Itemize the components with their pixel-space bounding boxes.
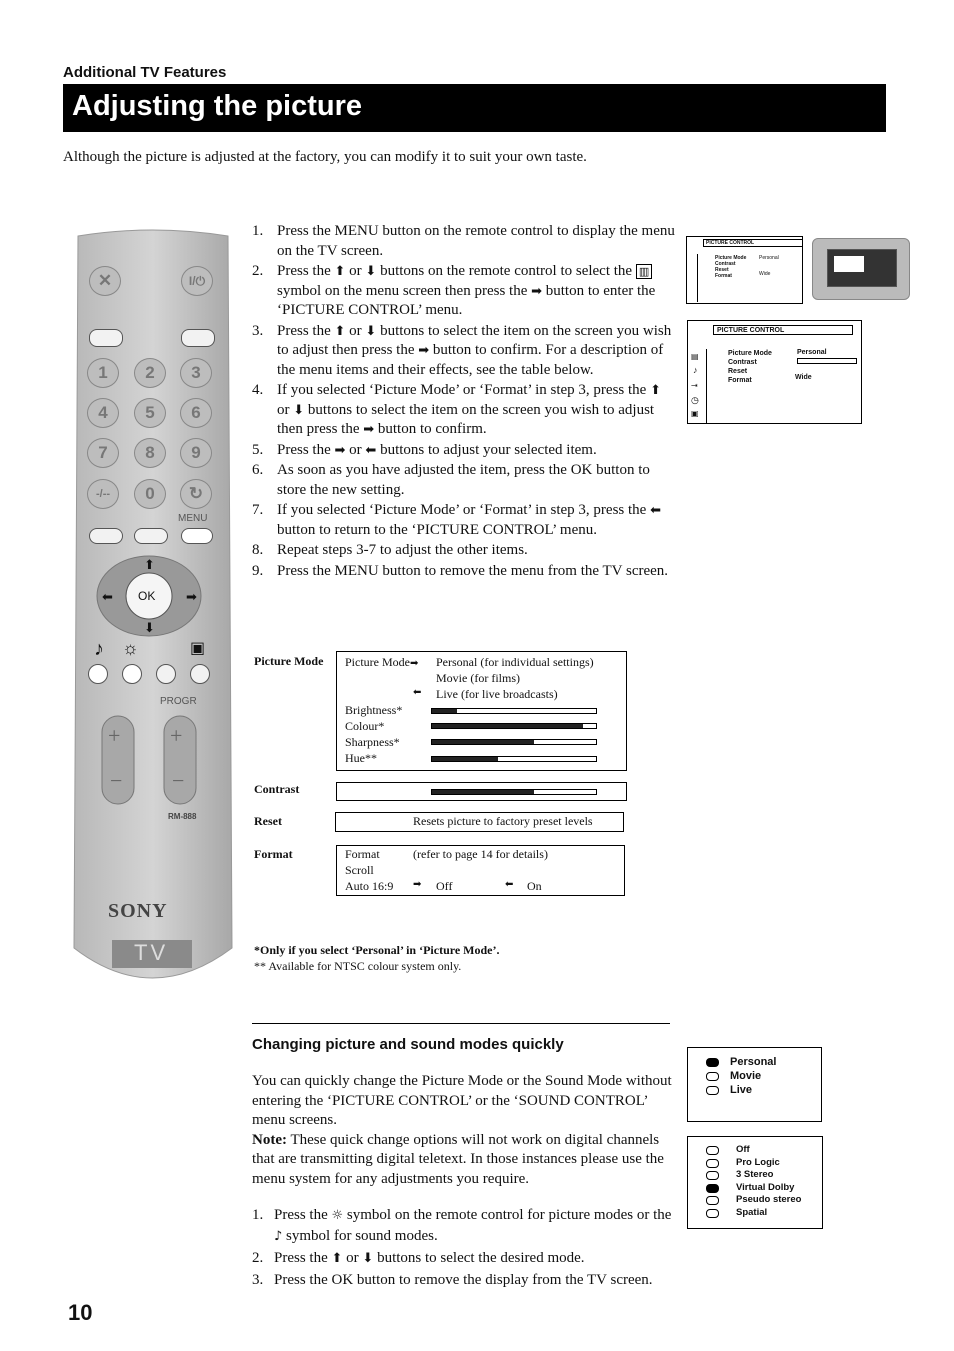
note-label: Note:: [252, 1131, 287, 1148]
step-item: [252, 441, 677, 461]
menu-item: Reset: [728, 368, 748, 375]
instruction-steps: [252, 222, 677, 582]
slider-label: Hue**: [345, 751, 377, 765]
left-arrow-icon: ⬅: [650, 503, 661, 518]
step-text: Press the: [274, 1207, 332, 1223]
menu-format-value-small: Wide: [759, 271, 771, 277]
menu-format-value-large: Wide: [795, 374, 812, 381]
step-text: Press the MENU button on the remote control to display the menu on the TV screen.: [277, 223, 675, 259]
left-arrow-icon: ⬅: [365, 442, 377, 458]
menu-mode-bar: [797, 358, 857, 364]
quick-change-steps: [252, 1205, 672, 1291]
mode-indicator: [706, 1086, 719, 1095]
sony-logo: SONY: [108, 900, 168, 922]
step-number: 8.: [252, 542, 264, 558]
step-item: [252, 222, 677, 261]
note-text: These quick change options will not work on digital channels that are transmitting digital teletext. In those instances please use the menu system for any adjustments you require.: [252, 1131, 664, 1187]
on-value: On: [527, 879, 542, 893]
key-dash[interactable]: -/--: [87, 479, 119, 509]
menu-items-large: [728, 349, 772, 385]
mode-label: Movie: [730, 1070, 762, 1082]
step-item: [252, 461, 677, 500]
step-item: [252, 1270, 672, 1290]
step-text: Press the MENU button to remove the menu from the TV screen.: [277, 562, 669, 579]
channel-up-icon[interactable]: +: [170, 723, 183, 748]
step-text: buttons to adjust your selected item.: [376, 441, 597, 458]
step-text: buttons to select the item on the screen you wish to adjust then press the: [277, 322, 672, 358]
step-number: 3.: [252, 1272, 264, 1288]
key-0[interactable]: 0: [134, 479, 166, 509]
mode-label: Live: [730, 1084, 753, 1096]
option-movie: Movie (for films): [436, 671, 520, 685]
down-arrow-icon: ⬇: [293, 402, 305, 418]
step-text: or: [345, 441, 366, 458]
volume-up-icon[interactable]: +: [108, 723, 121, 748]
menu-item: Contrast: [715, 261, 736, 267]
right-arrow-icon: ➡: [410, 658, 419, 669]
step-text: symbol for sound modes.: [282, 1228, 438, 1244]
step-item: [252, 381, 677, 440]
scroll-item: Scroll: [345, 863, 374, 877]
brightness-bar: [431, 708, 597, 714]
menu-item: Format: [715, 273, 732, 279]
step-number: 2.: [252, 1250, 264, 1266]
page-title-bar: [63, 84, 886, 132]
picture-mode-osd: [687, 1047, 822, 1122]
mode-label: Personal: [730, 1056, 777, 1068]
option-personal: Personal (for individual settings): [436, 655, 594, 669]
auto-169-item: Auto 16:9: [345, 879, 394, 893]
step-text: buttons on the remote control to select the: [376, 263, 636, 279]
off-value: Off: [436, 879, 453, 893]
picture-mode-item: Picture Mode➡: [345, 655, 419, 669]
step-text: buttons to select the item on the screen you wish to adjust then press the: [277, 401, 655, 437]
step-text: If you selected ‘Picture Mode’ or ‘Format’ in step 3, press the: [277, 382, 651, 398]
step-text: button to confirm. For a description of the menu items and their effects, see the table below.: [277, 342, 664, 378]
up-arrow-icon[interactable]: ⬆: [144, 558, 155, 573]
menu-label: MENU: [178, 513, 208, 524]
step-number: 2.: [252, 263, 264, 279]
key-7[interactable]: 7: [87, 438, 119, 468]
down-arrow-icon[interactable]: ⬇: [144, 621, 155, 636]
step-text: As soon as you have adjusted the item, press the OK button to store the new setting.: [277, 462, 650, 498]
quick-change-paragraph: [252, 1072, 672, 1189]
row-label-reset: Reset: [254, 814, 282, 828]
quick-change-heading: Changing picture and sound modes quickly: [252, 1036, 564, 1053]
right-arrow-icon: ➡: [363, 422, 375, 437]
key-jump[interactable]: ↻: [180, 479, 212, 509]
menu-title-large: PICTURE CONTROL: [713, 325, 853, 335]
format-box: [336, 845, 625, 896]
key-3[interactable]: 3: [180, 358, 212, 388]
screen-mode-button[interactable]: [190, 664, 210, 684]
footnote-ntsc: ** Available for NTSC colour system only.: [254, 959, 462, 973]
mode-label: Pseudo stereo: [736, 1194, 802, 1205]
menu-item: Reset: [715, 267, 729, 273]
menu-mode-value-small: Personal: [759, 255, 779, 261]
right-arrow-icon: ➡: [418, 343, 430, 358]
sharpness-bar: [431, 739, 597, 745]
step-text: or: [345, 322, 366, 339]
input-button[interactable]: [181, 329, 215, 347]
right-arrow-icon: ➡: [413, 879, 422, 890]
mode-label: Off: [736, 1144, 750, 1155]
right-arrow-icon: ➡: [334, 442, 346, 458]
row-label-contrast: Contrast: [254, 782, 300, 796]
step-number: 5.: [252, 441, 264, 458]
row-label-format: Format: [254, 847, 293, 861]
up-arrow-icon: ⬆: [334, 264, 346, 279]
mode-label: Virtual Dolby: [736, 1181, 795, 1193]
sun-icon: ☼: [122, 638, 139, 658]
menu-screen-large: [687, 320, 862, 424]
screen-icon: ▣: [190, 640, 206, 657]
step-item: [252, 562, 677, 582]
step-text: Press the: [274, 1250, 332, 1266]
remote-control-image: [70, 228, 235, 994]
step-number: 4.: [252, 382, 264, 398]
tv-logo: TV: [134, 940, 169, 965]
mode-indicator: [706, 1072, 719, 1081]
step-item: [252, 262, 677, 321]
teletext-mix-button[interactable]: [89, 528, 123, 544]
sound-mode-osd: [687, 1136, 823, 1229]
note-symbol-icon: ♪: [274, 1229, 283, 1244]
tv-set-image: [812, 238, 910, 300]
menu-icons-large: [688, 349, 707, 423]
menu-item: Format: [728, 377, 752, 384]
ok-label[interactable]: OK: [138, 589, 156, 603]
step-text: Press the: [277, 322, 335, 339]
menu-mode-value-large: Personal: [797, 349, 827, 356]
setup-menu-icon: ▣: [691, 409, 699, 418]
down-arrow-icon: ⬇: [365, 264, 377, 279]
key-1[interactable]: 1: [87, 358, 119, 388]
step-number: 9.: [252, 562, 264, 579]
left-arrow-icon: ⬅: [413, 687, 422, 698]
step-text: button to return to the ‘PICTURE CONTROL’ menu.: [277, 521, 597, 538]
input-menu-icon: ⇥: [691, 381, 698, 390]
reset-box: [335, 812, 624, 832]
left-arrow-icon[interactable]: ⬅: [102, 590, 113, 605]
menu-symbol-icon: ▥: [636, 264, 652, 279]
selected-mode-indicator: [706, 1184, 719, 1193]
key-4[interactable]: 4: [87, 398, 119, 428]
mute-button[interactable]: ✕: [89, 266, 121, 296]
step-number: 1.: [252, 223, 264, 239]
up-arrow-icon: ⬆: [331, 1251, 343, 1266]
menu-item: Contrast: [728, 359, 757, 366]
step-text: Press the: [277, 263, 335, 279]
step-text: button to enter the ‘PICTURE CONTROL’ menu.: [277, 282, 656, 318]
menu-screen-small: [686, 236, 803, 304]
sound-menu-icon: ♪: [693, 365, 698, 375]
menu-item: Picture Mode: [728, 350, 772, 357]
down-arrow-icon: ⬇: [362, 1251, 374, 1266]
sun-symbol-icon: ☼: [331, 1208, 344, 1223]
step-text: or: [277, 401, 294, 418]
contrast-box: [336, 782, 627, 801]
step-text: symbol on the remote control for picture modes or the: [343, 1207, 672, 1223]
format-note: (refer to page 14 for details): [413, 847, 548, 861]
picture-menu-icon: ▤: [691, 352, 699, 361]
menu-title-small: PICTURE CONTROL: [703, 239, 803, 247]
right-arrow-icon[interactable]: ➡: [186, 590, 197, 605]
mode-indicator: [706, 1209, 719, 1218]
option-live: Live (for live broadcasts): [436, 687, 558, 701]
step-text: symbol on the menu screen then press the: [277, 282, 532, 299]
contrast-bar: [431, 789, 597, 795]
slider-label: Brightness*: [345, 703, 403, 717]
menu-button[interactable]: [181, 528, 213, 544]
mode-label: Spatial: [736, 1206, 768, 1218]
tv-screen-menu: [834, 256, 864, 272]
timer-menu-icon: ◷: [691, 395, 699, 405]
step-item: [252, 1205, 672, 1247]
hue-bar: [431, 756, 597, 762]
slider-label: Sharpness*: [345, 735, 400, 749]
quick-intro-text: You can quickly change the Picture Mode or the Sound Mode without entering the ‘PICTURE CONTROL’ or the ‘SOUND CONTROL’ menu screens.: [252, 1073, 672, 1128]
menu-item: Picture Mode: [715, 255, 747, 261]
mode-label: Pro Logic: [736, 1156, 780, 1168]
up-arrow-icon: ⬆: [334, 323, 346, 339]
section-heading: Additional TV Features: [63, 64, 227, 81]
mode-label: 3 Stereo: [736, 1169, 774, 1180]
key-9[interactable]: 9: [180, 438, 212, 468]
picture-mode-box: [336, 651, 627, 771]
mode-indicator: [706, 1159, 719, 1168]
menu-items-small: [715, 255, 746, 279]
page-title: Adjusting the picture: [72, 90, 362, 122]
key-6[interactable]: 6: [180, 398, 212, 428]
menu-icon-column: [687, 254, 698, 302]
step-number: 1.: [252, 1207, 264, 1223]
row-label-picture-mode: Picture Mode: [254, 654, 324, 668]
progr-label: PROGR: [160, 696, 197, 707]
step-item: [252, 501, 677, 540]
step-item: [252, 541, 677, 561]
selected-mode-indicator: [706, 1058, 719, 1067]
picture-mode-button[interactable]: [122, 664, 142, 684]
footnote-personal: *Only if you select ‘Personal’ in ‘Picture Mode’.: [254, 943, 500, 957]
step-text: buttons to select the desired mode.: [373, 1250, 585, 1266]
mode-indicator: [706, 1171, 719, 1180]
model-number: RM-888: [168, 812, 197, 821]
key-8[interactable]: 8: [134, 438, 166, 468]
sound-mode-button[interactable]: [88, 664, 108, 684]
step-text: Press the OK button to remove the display from the TV screen.: [274, 1272, 653, 1288]
mode-indicator: [706, 1196, 719, 1205]
power-button[interactable]: I/⏻: [181, 266, 213, 296]
format-item: Format: [345, 847, 380, 861]
colour-bar: [431, 723, 597, 729]
key-2[interactable]: 2: [134, 358, 166, 388]
step-text: button to confirm.: [374, 421, 487, 437]
step-text: If you selected ‘Picture Mode’ or ‘Format’ in step 3, press the: [277, 502, 651, 518]
down-arrow-icon: ⬇: [365, 323, 377, 339]
page-number: 10: [68, 1300, 93, 1325]
key-5[interactable]: 5: [134, 398, 166, 428]
intro-text: Although the picture is adjusted at the factory, you can modify it to suit your own taste.: [63, 149, 587, 165]
step-item: [252, 1248, 672, 1269]
step-number: 3.: [252, 322, 264, 339]
blank-button[interactable]: [156, 664, 176, 684]
step-number: 6.: [252, 462, 264, 478]
music-note-icon: ♪: [94, 638, 104, 660]
reset-description: Resets picture to factory preset levels: [413, 814, 593, 828]
up-arrow-icon: ⬆: [650, 383, 661, 398]
step-text: or: [345, 263, 366, 279]
step-text: Press the: [277, 441, 335, 458]
tv-screen: [827, 249, 897, 287]
channel-down-icon[interactable]: −: [172, 768, 185, 793]
slider-label: Colour*: [345, 719, 385, 733]
teletext-index-button[interactable]: [134, 528, 168, 544]
step-item: [252, 322, 677, 381]
volume-down-icon[interactable]: −: [110, 768, 123, 793]
section-divider: [252, 1023, 670, 1024]
left-arrow-icon: ⬅: [505, 879, 514, 890]
right-arrow-icon: ➡: [531, 283, 543, 299]
step-text: Repeat steps 3-7 to adjust the other items.: [277, 542, 528, 558]
teletext-button[interactable]: [89, 329, 123, 347]
step-number: 7.: [252, 502, 264, 518]
mode-indicator: [706, 1146, 719, 1155]
step-text: or: [342, 1250, 363, 1266]
